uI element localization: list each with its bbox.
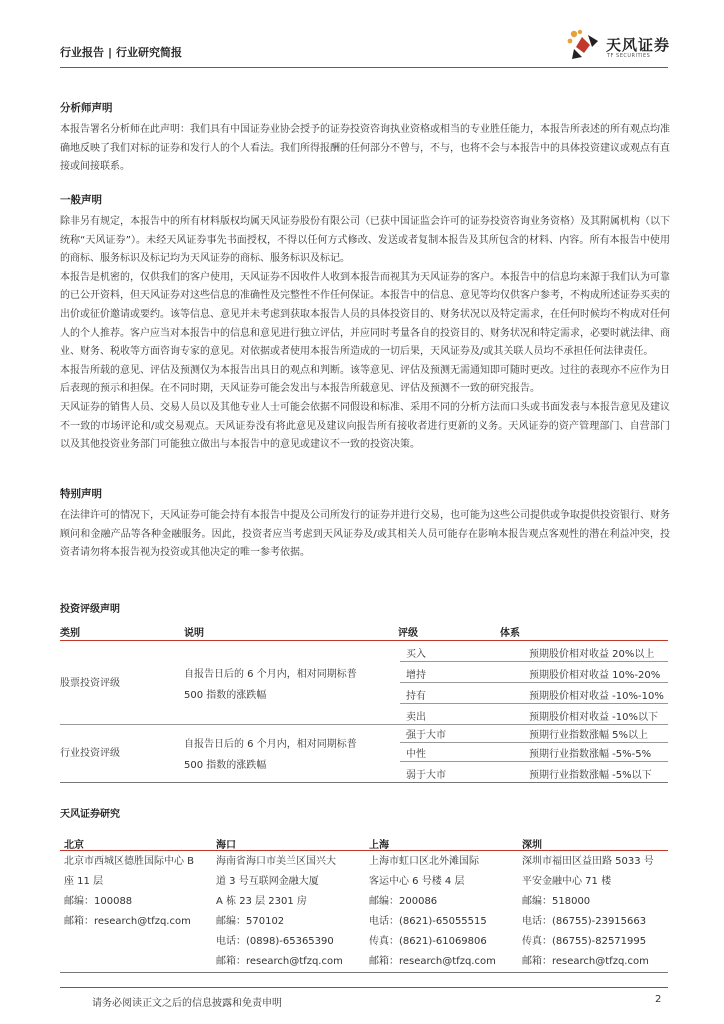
rating-table-header: [60, 622, 668, 641]
office-line: 邮编：518000: [522, 896, 591, 907]
rating-description: 500 指数的涨跌幅: [184, 690, 267, 701]
rating-category: 行业投资评级: [60, 748, 120, 759]
rating-table-bottom-rule: [60, 782, 668, 783]
office-line: A 栋 23 层 2301 房: [216, 896, 307, 907]
rating-grade: 增持: [406, 670, 426, 681]
office-city: 北京: [64, 840, 84, 851]
office-line: 上海市虹口区北外滩国际: [369, 856, 479, 867]
rating-row-divider: [400, 703, 668, 704]
header-separator: |: [108, 46, 113, 59]
office-line: 道 3 号互联网金融大厦: [216, 876, 319, 887]
general-statement-paragraph: 天风证券的销售人员、交易人员以及其他专业人士可能会依据不同假设和标准、采用不同的分析方法而口头或书面发表与本报告意见及建议不一致的市场评论和/或交易观点。天风证券没有将此意见及建议向报告所有接收者进行更新的义务。天风证券的资产管理部门、自营部门以及其他投资业务部门可能独立做出与本报告中的意见或建议不一致的投资决策。: [60, 401, 670, 451]
analyst-statement-title: 分析师声明: [60, 102, 113, 114]
rating-grade: 买入: [406, 649, 426, 660]
rating-group-divider: [60, 724, 668, 725]
rating-grade: 弱于大市: [406, 770, 446, 781]
office-column-shanghai: [369, 836, 496, 972]
office-column-haikou: [216, 836, 343, 972]
office-line: 邮箱：research@tfzq.com: [64, 916, 191, 927]
report-subtype: 行业研究简报: [116, 46, 183, 59]
special-statement-paragraph: 在法律许可的情况下，天风证券可能会持有本报告中提及公司所发行的证券并进行交易，也可能为这些公司提供或争取提供投资银行、财务顾问和金融产品等各种金融服务。因此，投资者应当考虑到天风证券及/或其相关人员可能存在影响本报告观点客观性的潜在利益冲突，投资者请勿将本报告视为投资或其他决定的唯一参考依据。: [60, 510, 670, 559]
general-statement-paragraph: 除非另有规定，本报告中的所有材料版权均属天风证券股份有限公司（已获中国证监会许可的证券投资咨询业务资格）及其附属机构（以下统称“天风证券”）。未经天风证券事先书面授权，不得以任何方式修改、发送或者复制本报告及其所包含的材料、内容。所有本报告中使用的商标、服务标识及标记均为天风证券的商标、服务标识及标记。: [60, 216, 670, 265]
general-statement-paragraph: 本报告是机密的，仅供我们的客户使用，天风证券不因收件人收到本报告而视其为天风证券的客户。本报告中的信息均来源于我们认为可靠的已公开资料，但天风证券对这些信息的准确性及完整性不作任何保证。本报告中的信息、意见等均仅供客户参考，不构成所述证券买卖的出价或征价邀请或要约。该等信息、意见并未考虑到获取本报告人员的具体投资目的、财务状况以及特定需求，在任何时候均不构成对任何人的个人推荐。客户应当对本报告中的信息和意见进行独立评估，并应同时考量各自的投资目的、财务状况和特定需求，必要时就法律、商业、财务、税收等方面咨询专家的意见。对依据或者使用本报告所造成的一切后果，天风证券及/或其关联人员均不承担任何法律责任。: [60, 271, 670, 358]
rating-grade: 强于大市: [406, 730, 446, 741]
offices-title: 天风证券研究: [60, 809, 120, 820]
office-line: 深圳市福田区益田路 5033 号: [522, 856, 654, 867]
office-line: 邮编：100088: [64, 896, 133, 907]
office-line: 电话：(0898)-65365390: [216, 936, 334, 947]
office-line: 平安金融中心 71 楼: [522, 876, 612, 887]
special-statement-title: 特别声明: [60, 488, 102, 500]
rating-row-divider: [400, 761, 668, 762]
office-line: 传真：(86755)-82571995: [522, 936, 647, 947]
office-line: 电话：(8621)-65055515: [369, 916, 487, 927]
general-statement-paragraph: 本报告所载的意见、评估及预测仅为本报告出具日的观点和判断。该等意见、评估及预测无需通知即可随时更改。过往的表现亦不应作为日后表现的预示和担保。在不同时期，天风证券可能会发出与本报告所载意见、评估及预测不一致的研究报告。: [60, 364, 670, 395]
rating-system: 预期行业指数涨幅 -5%-5%: [529, 749, 652, 760]
office-line: 传真：(8621)-61069806: [369, 936, 487, 947]
rating-grade: 卖出: [406, 712, 426, 723]
rating-system: 预期股价相对收益 10%-20%: [529, 670, 661, 681]
logo-subtitle: TF SECURITIES: [607, 53, 651, 59]
analyst-statement-paragraph: 本报告署名分析师在此声明：我们具有中国证券业协会授予的证券投资咨询执业资格或相当的专业胜任能力，本报告所表述的所有观点均准确地反映了我们对标的证券和发行人的个人看法。我们所得报酬的任何部分不曾与，不与，也将不会与本报告中的具体投资建议或观点有直接或间接联系。: [60, 124, 670, 173]
rating-table-title: 投资评级声明: [60, 604, 120, 615]
rating-row-divider: [400, 682, 668, 683]
report-type: 行业报告: [60, 46, 104, 59]
header-rule: [60, 67, 668, 68]
company-logo: [566, 27, 676, 61]
rating-description: 自报告日后的 6 个月内，相对同期标普: [184, 669, 357, 680]
special-statement-section: [60, 486, 670, 563]
office-line: 海南省海口市美兰区国兴大: [216, 856, 336, 867]
office-line: 邮编：200086: [369, 896, 438, 907]
rating-system: 预期股价相对收益 20%以上: [529, 649, 655, 660]
office-line: 座 11 层: [64, 876, 104, 887]
page-number: 2: [655, 994, 662, 1005]
office-column-shenzhen: [522, 836, 654, 972]
rating-system: 预期股价相对收益 -10%以下: [529, 712, 659, 723]
office-city: 上海: [369, 840, 389, 851]
office-column-beijing: [64, 836, 194, 932]
rating-system: 预期行业指数涨幅 -5%以下: [529, 770, 652, 781]
footer-disclaimer-notice: 请务必阅读正文之后的信息披露和免责申明: [92, 998, 282, 1009]
office-line: 电话：(86755)-23915663: [522, 916, 647, 927]
rating-category: 股票投资评级: [60, 678, 120, 689]
logo-mark-icon: [566, 29, 602, 61]
office-line: 邮箱：research@tfzq.com: [216, 956, 343, 967]
rating-system: 预期行业指数涨幅 5%以上: [529, 730, 649, 741]
rating-grade: 持有: [406, 691, 426, 702]
analyst-statement-section: [60, 100, 670, 177]
rating-header-system: 体系: [500, 628, 520, 639]
rating-description: 自报告日后的 6 个月内，相对同期标普: [184, 739, 357, 750]
rating-header-category: 类别: [60, 628, 80, 639]
footer-rule: [60, 987, 668, 988]
rating-row-divider: [400, 742, 668, 743]
rating-system: 预期股价相对收益 -10%-10%: [529, 691, 664, 702]
office-line: 客运中心 6 号楼 4 层: [369, 876, 465, 887]
rating-description: 500 指数的涨跌幅: [184, 760, 267, 771]
logo-name: 天风证券: [606, 36, 671, 54]
rating-header-grade: 评级: [398, 628, 418, 639]
rating-grade: 中性: [406, 749, 426, 760]
office-line: 北京市西城区德胜国际中心 B: [64, 856, 195, 867]
office-line: 邮箱：research@tfzq.com: [369, 956, 496, 967]
rating-row-divider: [400, 661, 668, 662]
office-city: 深圳: [522, 840, 542, 851]
report-type-header: [60, 44, 182, 60]
office-city: 海口: [216, 840, 236, 851]
offices-bottom-rule: [60, 972, 668, 973]
office-line: 邮编：570102: [216, 916, 285, 927]
general-statement-title: 一般声明: [60, 194, 102, 206]
rating-header-description: 说明: [184, 628, 204, 639]
office-line: 邮箱：research@tfzq.com: [522, 956, 649, 967]
general-statement-section: [60, 192, 670, 455]
